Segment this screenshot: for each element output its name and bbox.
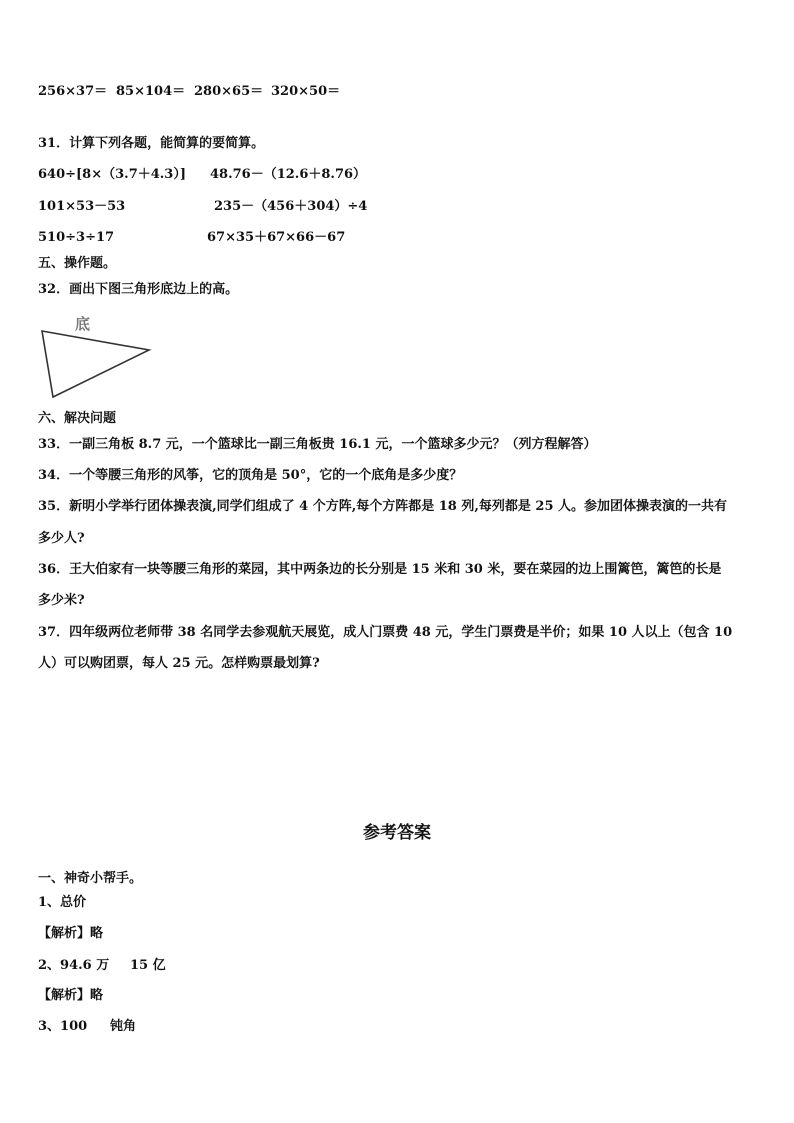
question-36-cont: 多少米? [38,593,85,608]
answer-1: 1、总价 [38,895,87,910]
question-33: 33．一副三角板 8.7 元，一个篮球比一副三角板贵 16.1 元，一个篮球多少元？（列方程解答） [38,437,597,452]
expression: 101×53－53 [38,199,126,214]
calc-item: 280×65＝ [194,84,264,99]
answers-title: 参考答案 [363,823,431,843]
question-35-cont: 多少人? [38,531,85,546]
triangle-base-label: 底 [75,315,91,333]
expression: 510÷3÷17 [38,230,115,245]
question-35: 35．新明小学举行团体操表演,同学们组成了 4 个方阵,每个方阵都是 18 列,每列都是 25 人。参加团体操表演的一共有 [38,499,728,514]
section-5-heading: 五、操作题。 [38,256,117,271]
triangle-figure [36,310,166,405]
question-31-title: 31．计算下列各题，能简算的要简算。 [38,136,265,151]
answer-2: 2、94.6 万 [38,958,110,973]
answer-1-note: 【解析】略 [38,926,104,941]
section-6-heading: 六、解决问题 [38,411,117,426]
question-32: 32．画出下图三角形底边上的高。 [38,282,239,297]
question-34: 34．一个等腰三角形的风筝，它的顶角是 50°，它的一个底角是多少度？ [38,468,463,483]
calc-item: 320×50＝ [271,84,341,99]
answer-3: 3、100 [38,1019,88,1034]
question-37-cont: 人）可以购团票，每人 25 元。怎样购票最划算? [38,656,320,671]
expression: 235－（456＋304）÷4 [214,199,368,214]
triangle-shape [42,331,149,397]
question-36: 36．王大伯家有一块等腰三角形的菜园，其中两条边的长分别是 15 米和 30 米，要在菜园的边上围篱笆，篱笆的长是 [38,562,722,577]
answer-section-1: 一、神奇小帮手。 [38,871,143,886]
answer-2-b: 15 亿 [130,958,166,973]
expression: 640÷[8×（3.7＋4.3）] [38,167,187,182]
answer-3-b: 钝角 [110,1019,137,1034]
calc-item: 85×104＝ [116,84,186,99]
expression: 67×35＋67×66－67 [207,230,346,245]
question-37: 37．四年级两位老师带 38 名同学去参观航天展览，成人门票费 48 元，学生门票费是半价；如果 10 人以上（包含 10 [38,625,733,640]
calc-item: 256×37＝ [38,84,108,99]
expression: 48.76－（12.6＋8.76） [210,167,367,182]
answer-2-note: 【解析】略 [38,988,104,1003]
